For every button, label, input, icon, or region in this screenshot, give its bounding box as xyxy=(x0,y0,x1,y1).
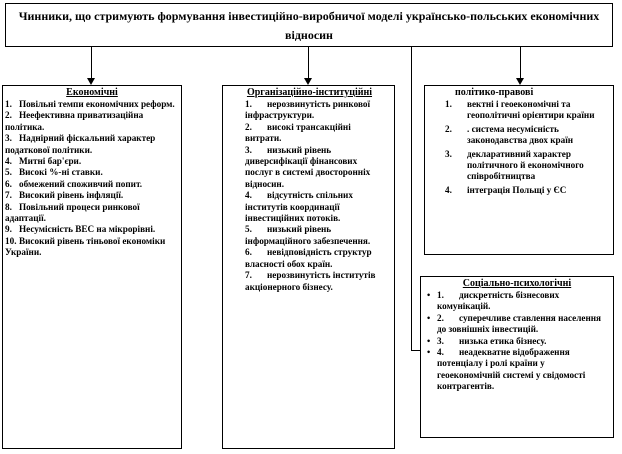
list-item xyxy=(425,290,609,313)
economic-heading-text: Економічні xyxy=(66,87,118,98)
item-number: 1. xyxy=(5,99,12,109)
item-text: низький рівень інформаційного забезпечення. xyxy=(245,224,371,246)
item-text: Високі %-ні ставки. xyxy=(19,167,103,178)
item-text: Високий рівень інфляції. xyxy=(19,190,124,201)
diagram-title-text: Чинники, що стримують формування інвестиційно-виробничої моделі українсько-польських економічних відносин xyxy=(18,9,600,42)
item-text: Митні бар'єри. xyxy=(19,156,82,167)
list-item xyxy=(5,224,179,235)
connector-line xyxy=(91,47,92,78)
list-item xyxy=(235,247,384,270)
item-text: низька етика бізнесу. xyxy=(459,335,547,346)
institutional-factors-box xyxy=(222,85,395,449)
socio-psychological-factors-box xyxy=(420,276,614,438)
list-item xyxy=(433,99,605,122)
list-item xyxy=(235,145,384,191)
item-number: 4. xyxy=(245,190,252,201)
list-item xyxy=(425,347,609,393)
item-number: 3. xyxy=(445,148,452,159)
item-number: 5. xyxy=(5,167,12,178)
item-text: низький рівень диверсифікації фінансових послуг в системі двосторонніх відносин. xyxy=(245,144,371,189)
item-text: Наднірний фіскальний характер податкової політики. xyxy=(5,133,156,155)
list-item xyxy=(235,122,384,145)
connector-arrow xyxy=(304,78,312,85)
social-heading xyxy=(425,278,609,290)
institutional-list xyxy=(235,99,384,293)
political-list xyxy=(433,99,605,196)
item-text: суперечливе ставлення населення до зовнішніх інвестицій. xyxy=(437,312,602,335)
item-text: Повільні темпи економічних реформ. xyxy=(19,99,175,109)
list-item xyxy=(433,185,605,196)
item-number: 4. xyxy=(5,156,12,167)
item-number: 3. xyxy=(437,335,444,346)
list-item xyxy=(235,190,384,224)
list-item xyxy=(425,313,609,336)
connector-arrow xyxy=(87,78,95,85)
item-text: Несумісність ВЕС на мікрорівні. xyxy=(19,224,156,235)
list-item xyxy=(5,156,179,167)
list-item xyxy=(235,224,384,247)
item-text: Неефективна приватизаційна політика. xyxy=(5,110,144,132)
item-text: Високий рівень тіньової економіки України. xyxy=(5,235,166,258)
item-number: 1. xyxy=(245,99,252,109)
diagram-title xyxy=(5,3,613,47)
item-text: . система несумісність законодавства двох країн xyxy=(467,123,574,146)
list-item xyxy=(5,190,179,201)
item-number: 6. xyxy=(245,247,252,258)
list-item xyxy=(433,124,605,147)
item-number: 1. xyxy=(445,99,452,109)
list-item xyxy=(235,270,384,293)
item-number: 3. xyxy=(5,133,12,144)
item-text: декларативний характер політичного й економічного співробітництва xyxy=(467,148,584,182)
social-list xyxy=(425,290,609,393)
list-item xyxy=(5,110,179,133)
item-number: 4. xyxy=(437,347,444,358)
list-item xyxy=(5,133,179,156)
item-number: 7. xyxy=(5,190,12,201)
item-number: 6. xyxy=(5,178,12,189)
item-text: вектні і геоекономічні та геополітичні орієнтири країни xyxy=(467,99,595,121)
item-number: 10. xyxy=(5,235,17,246)
item-number: 5. xyxy=(245,224,252,235)
list-item xyxy=(425,336,609,347)
item-text: нерозвинутість ринкової інфраструктури. xyxy=(245,99,370,121)
list-item xyxy=(5,167,179,178)
list-item xyxy=(5,179,179,190)
item-number: 4. xyxy=(445,184,452,195)
economic-heading xyxy=(5,87,179,99)
item-number: 8. xyxy=(5,201,12,212)
list-item xyxy=(235,99,384,122)
list-item xyxy=(433,149,605,183)
item-number: 9. xyxy=(5,224,12,235)
connector-line xyxy=(411,47,412,351)
item-text: дискретність бізнесових комунікацій. xyxy=(437,290,560,312)
economic-factors-box xyxy=(2,85,182,449)
item-text: нерозвинутість інститутів акціонерного бізнесу. xyxy=(245,270,376,292)
connector-line xyxy=(520,47,521,78)
item-number: 2. xyxy=(5,110,12,121)
institutional-heading xyxy=(235,87,384,99)
item-text: інтеграція Польщі у ЄС xyxy=(467,184,567,195)
item-number: 2. xyxy=(437,312,444,323)
list-item xyxy=(5,99,179,110)
list-item xyxy=(5,236,179,259)
item-number: 1. xyxy=(437,290,444,300)
political-legal-factors-box xyxy=(424,85,614,255)
item-text: невідповідність структур власності обох країн. xyxy=(245,247,372,269)
social-heading-text: Соціально-психологічні xyxy=(462,278,572,289)
institutional-heading-text: Організаційно-інституційні xyxy=(246,87,373,98)
economic-list xyxy=(5,99,179,259)
list-item xyxy=(5,202,179,225)
political-heading xyxy=(433,87,605,99)
connector-line xyxy=(411,350,420,351)
item-text: високі трансакційні витрати. xyxy=(245,121,351,144)
item-text: обмежений споживчий попит. xyxy=(19,178,143,189)
connector-arrow xyxy=(516,78,524,85)
item-number: 2. xyxy=(245,121,252,132)
connector-line xyxy=(308,47,309,78)
item-number: 2. xyxy=(445,123,452,134)
item-text: відсутність спільних інститутів координації інвестиційних потоків. xyxy=(245,190,353,224)
item-text: неадекватне відображення потенціалу і ролі країни у геоекономічній системі у свідомості контрагентів. xyxy=(437,347,586,392)
item-number: 3. xyxy=(245,144,252,155)
political-heading-text: політико-правові xyxy=(455,87,534,98)
item-text: Повільний процеси ринкової адаптації. xyxy=(5,201,140,224)
item-number: 7. xyxy=(245,270,252,281)
